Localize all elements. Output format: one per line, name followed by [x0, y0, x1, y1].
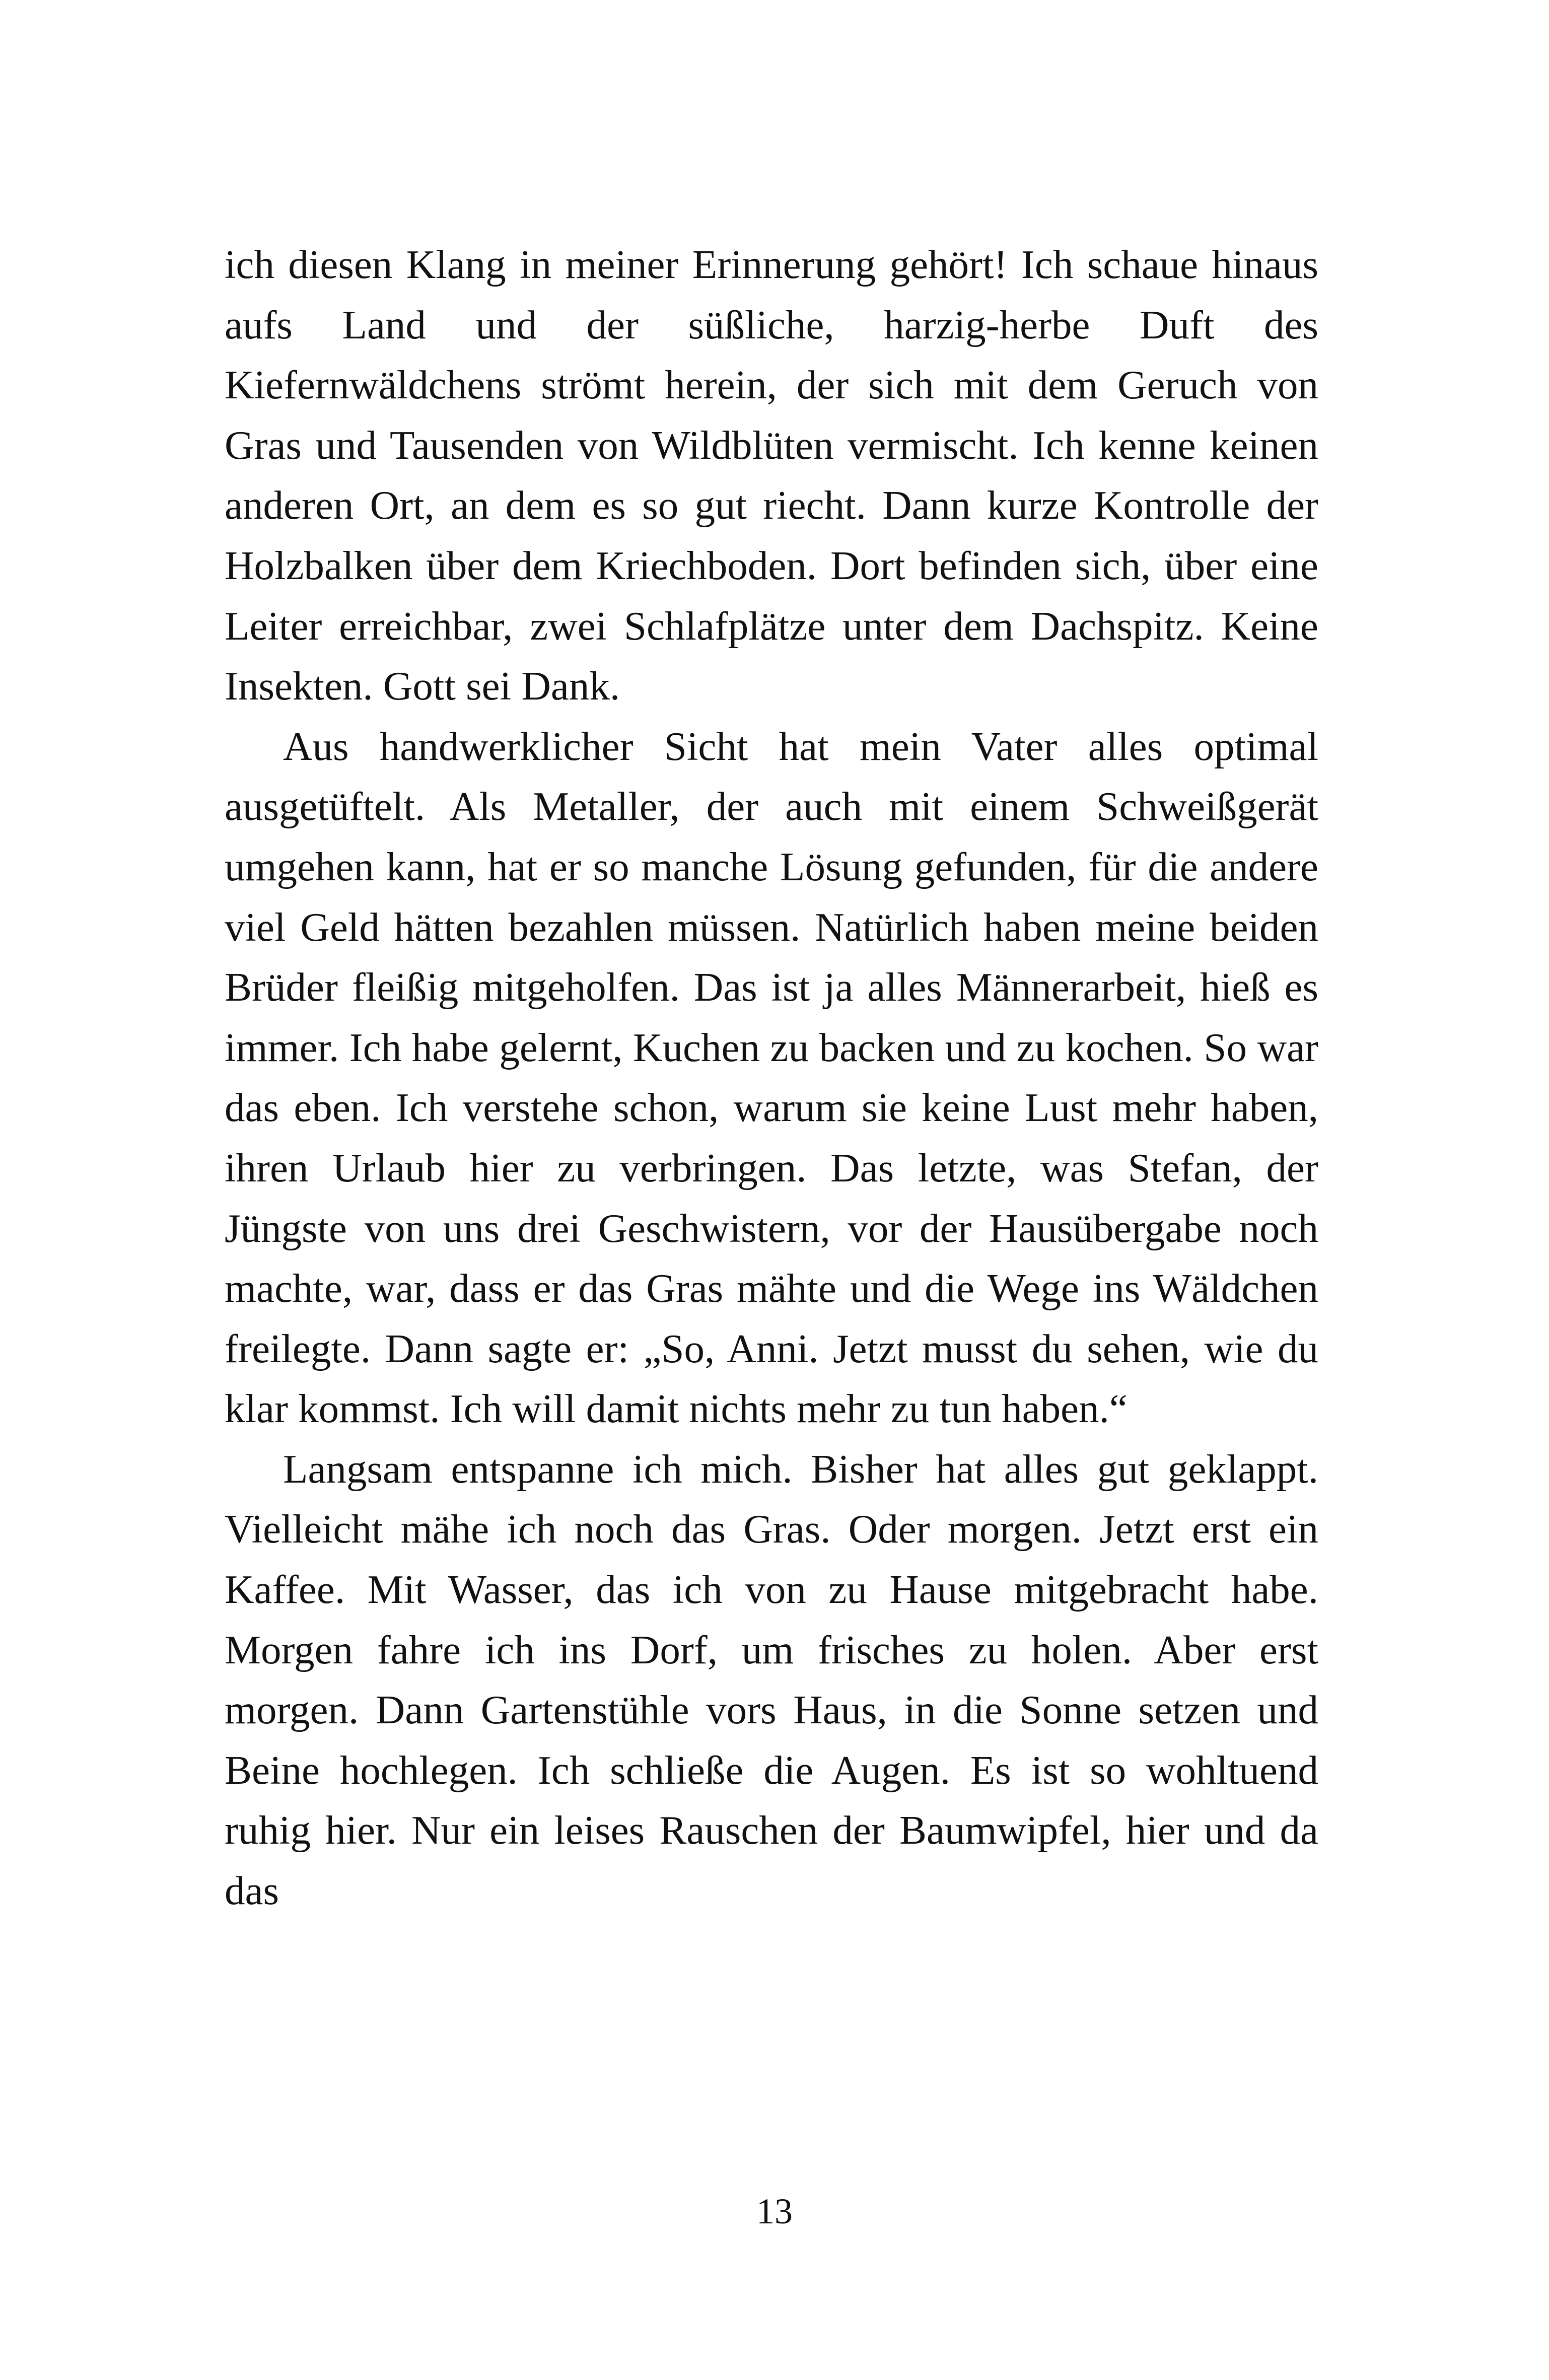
body-text	[225, 235, 1318, 1921]
page-number: 13	[756, 2191, 793, 2231]
paragraph-1: ich diesen Klang in meiner Erinnerung gehört! Ich schaue hinaus aufs Land und der süßliche, harzig-herbe Duft des Kiefernwäldchens strömt herein, der sich mit dem Geruch von Gras und Tausenden von Wildblüten vermischt. Ich kenne keinen anderen Ort, an dem es so gut riecht. Dann kurze Kontrolle der Holzbalken über dem Kriechboden. Dort befinden sich, über eine Leiter erreichbar, zwei Schlafplätze unter dem Dachspitz. Keine Insekten. Gott sei Dank.	[225, 242, 1318, 709]
paragraph-2: Aus handwerklicher Sicht hat mein Vater alles optimal ausgetüftelt. Als Metaller, der auch mit einem Schweißgerät umgehen kann, hat er so manche Lösung gefunden, für die andere viel Geld hätten bezahlen müssen. Natürlich haben meine beiden Brüder fleißig mitgeholfen. Das ist ja alles Männerarbeit, hieß es immer. Ich habe gelernt, Kuchen zu backen und zu kochen. So war das eben. Ich verstehe schon, warum sie keine Lust mehr haben, ihren Urlaub hier zu verbringen. Das letzte, was Stefan, der Jüngste von uns drei Geschwistern, vor der Hausübergabe noch machte, war, dass er das Gras mähte und die Wege ins Wäldchen freilegte. Dann sagte er: „So, Anni. Jetzt musst du sehen, wie du klar kommst. Ich will damit nichts mehr zu tun haben.“	[225, 723, 1318, 1432]
paragraph-3: Langsam entspanne ich mich. Bisher hat alles gut geklappt. Vielleicht mähe ich noch das Gras. Oder morgen. Jetzt erst ein Kaffee. Mit Wasser, das ich von zu Hause mitgebracht habe. Morgen fahre ich ins Dorf, um frisches zu holen. Aber erst morgen. Dann Gartenstühle vors Haus, in die Sonne setzen und Beine hochlegen. Ich schließe die Augen. Es ist so wohltuend ruhig hier. Nur ein leises Rauschen der Baumwipfel, hier und da das	[225, 1446, 1318, 1914]
